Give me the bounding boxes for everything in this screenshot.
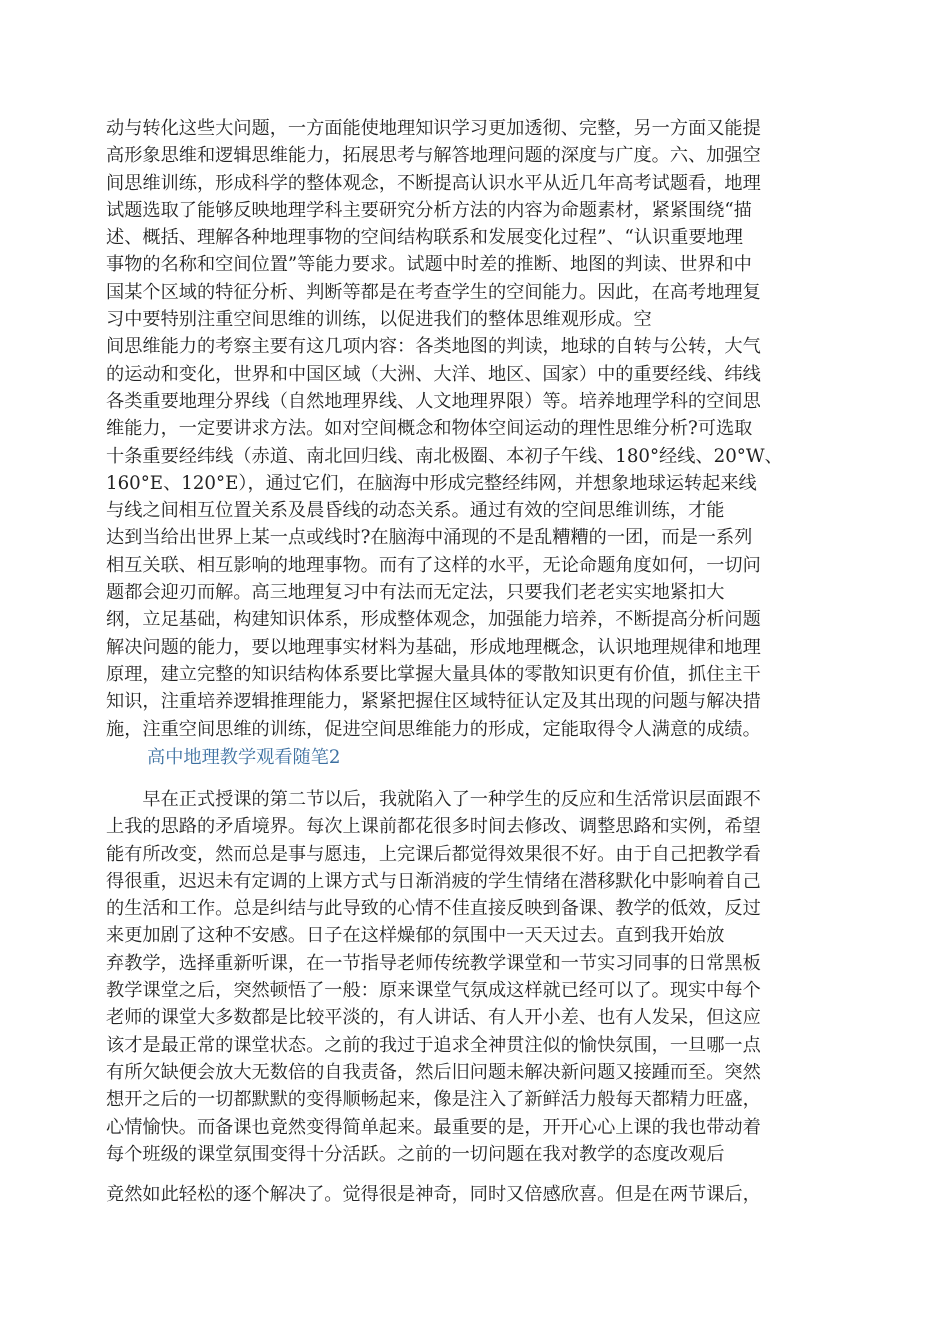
text-line: 原理，建立完整的知识结构体系要比掌握大量具体的零散知识更有价值，抓住主干 (106, 663, 761, 685)
text-line: 事物的名称和空间位置”等能力要求。试题中时差的推断、地图的判读、世界和中 (106, 254, 752, 276)
text-line: 弃教学，选择重新听课，在一节指导老师传统教学课堂和一节实习同事的日常黑板 (106, 952, 761, 974)
text-line: 160°E、120°E），通过它们，在脑海中形成完整经纬网，并想象地球运转起来线 (106, 472, 757, 494)
text-line: 维能力，一定要讲求方法。如对空间概念和物体空间运动的理性思维分析?可选取 (106, 418, 753, 440)
text-line: 达到当给出世界上某一点或线时?在脑海中涌现的不是乱糟糟的一团，而是一系列 (106, 527, 753, 549)
text-line: 早在正式授课的第二节以后，我就陷入了一种学生的反应和生活常识层面跟不 (106, 789, 761, 810)
text-line: 心情愉快。而备课也竟然变得简单起来。最重要的是，开开心心上课的我也带动着 (106, 1116, 761, 1138)
section-heading: 高中地理教学观看随笔2 (147, 747, 341, 768)
text-line: 施，注重空间思维的训练，促进空间思维能力的形成，定能取得令人满意的成绩。 (106, 718, 761, 740)
text-line: 能有所改变，然而总是事与愿违，上完课后都觉得效果很不好。由于自己把教学看 (106, 843, 761, 865)
text-line: 的运动和变化，世界和中国区域（大洲、大洋、地区、国家）中的重要经线、纬线 (106, 363, 761, 385)
text-line: 知识，注重培养逻辑推理能力，紧紧把握住区域特征认定及其出现的问题与解决措 (106, 691, 761, 713)
text-line: 的生活和工作。总是纠结与此导致的心情不佳直接反映到备课、教学的低效，反过 (106, 898, 761, 920)
text-line: 高形象思维和逻辑思维能力，拓展思考与解答地理问题的深度与广度。六、加强空 (106, 145, 761, 167)
text-line: 有所欠缺便会放大无数倍的自我责备，然后旧问题未解决新问题又接踵而至。突然 (106, 1061, 761, 1083)
text-line: 十条重要经纬线（赤道、南北回归线、南北极圈、本初子午线、180°经线、20°W、 (106, 445, 783, 467)
text-line: 间思维能力的考察主要有这几项内容：各类地图的判读，地球的自转与公转，大气 (106, 336, 761, 358)
text-line: 各类重要地理分界线（自然地理界线、人文地理界限）等。培养地理学科的空间思 (106, 390, 761, 412)
text-line: 竟然如此轻松的逐个解决了。觉得很是神奇，同时又倍感欣喜。但是在两节课后， (106, 1184, 761, 1205)
text-line: 习中要特别注重空间思维的训练，以促进我们的整体思维观形成。空 (106, 309, 652, 331)
text-line: 与线之间相互位置关系及晨昏线的动态关系。通过有效的空间思维训练，才能 (106, 500, 725, 522)
text-line: 该才是最正常的课堂状态。之前的我过于追求全神贯注似的愉快氛围，一旦哪一点 (106, 1034, 761, 1056)
text-line: 间思维训练，形成科学的整体观念，不断提高认识水平从近几年高考试题看，地理 (106, 172, 761, 194)
paragraph-block-next-page (106, 1181, 858, 1208)
text-line: 相互关联、相互影响的地理事物。而有了这样的水平，无论命题角度如何，一切问 (106, 554, 761, 576)
paragraph-block (106, 786, 858, 1168)
text-line: 每个班级的课堂氛围变得十分活跃。之前的一切问题在我对教学的态度改观后 (106, 1143, 725, 1165)
paragraph-block-continued (106, 115, 858, 743)
text-line: 解决问题的能力，要以地理事实材料为基础，形成地理概念，认识地理规律和地理 (106, 636, 761, 658)
text-line: 想开之后的一切都默默的变得顺畅起来，像是注入了新鲜活力般每天都精力旺盛， (106, 1089, 761, 1111)
text-line: 国某个区域的特征分析、判断等都是在考查学生的空间能力。因此，在高考地理复 (106, 281, 761, 303)
text-line: 得很重，迟迟未有定调的上课方式与日渐消疲的学生情绪在潜移默化中影响着自己 (106, 870, 761, 892)
text-line: 上我的思路的矛盾境界。每次上课前都花很多时间去修改、调整思路和实例，希望 (106, 816, 761, 838)
text-line: 动与转化这些大问题，一方面能使地理知识学习更加透彻、完整，另一方面又能提 (106, 118, 761, 139)
text-line: 试题选取了能够反映地理学科主要研究分析方法的内容为命题素材，紧紧围绕“描 (106, 199, 752, 221)
text-line: 题都会迎刃而解。高三地理复习中有法而无定法，只要我们老老实实地紧扣大 (106, 582, 725, 604)
text-line: 来更加剧了这种不安感。日子在这样燥郁的氛围中一天天过去。直到我开始放 (106, 925, 725, 947)
text-line: 教学课堂之后，突然顿悟了一般：原来课堂气氛成这样就已经可以了。现实中每个 (106, 980, 761, 1002)
text-line: 纲，立足基础，构建知识体系，形成整体观念，加强能力培养，不断提高分析问题 (106, 609, 761, 631)
text-line: 述、概括、理解各种地理事物的空间结构联系和发展变化过程”、“认识重要地理 (106, 227, 743, 249)
text-line: 老师的课堂大多数都是比较平淡的，有人讲话、有人开小差、也有人发呆，但这应 (106, 1007, 761, 1029)
